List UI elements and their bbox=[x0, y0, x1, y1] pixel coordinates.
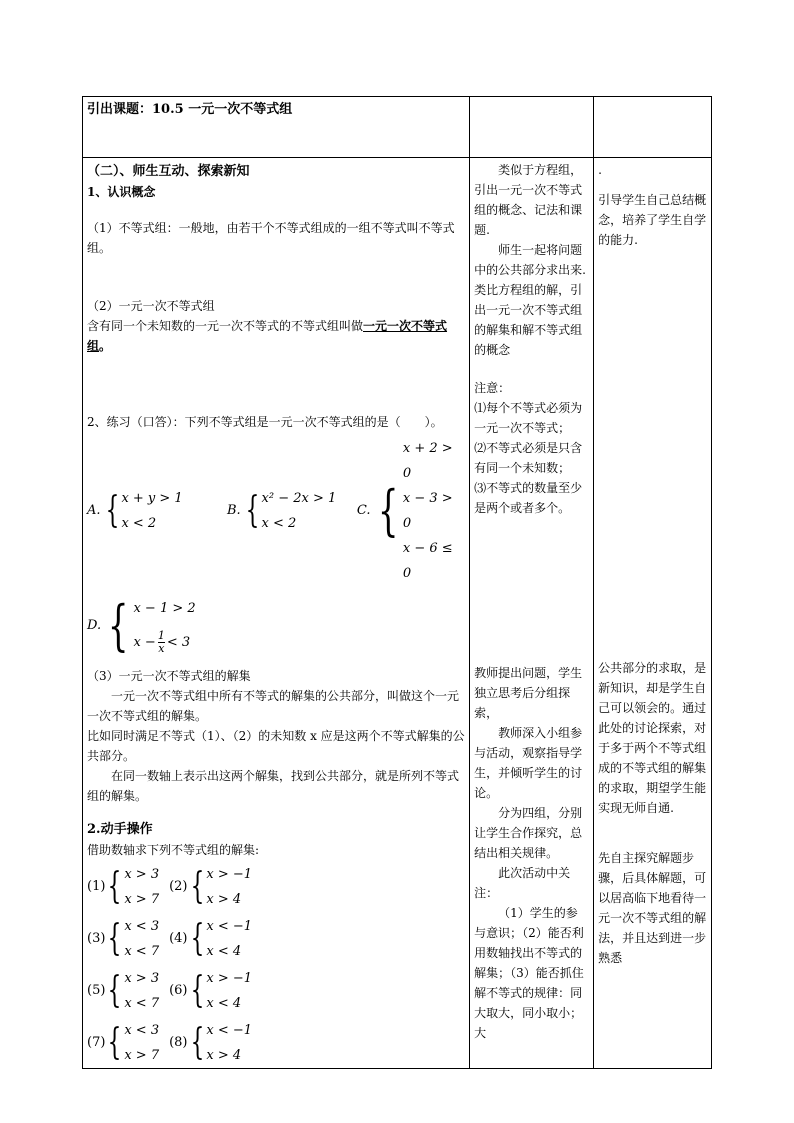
solution-set-example: 比如同时满足不等式（1）、（2）的未知数 x 应是这两个不等式解集的公共部分。 bbox=[87, 729, 465, 763]
note-2: ⑵不等式必须是只含有同一个未知数； bbox=[474, 441, 583, 475]
intent-note-2: 公共部分的求取，是新知识，却是学生自己可以领会的。通过此处的讨论探索，对于多于两个不等式组成的不等式组的解集的求取，期望学生能实现无师自通. bbox=[598, 661, 707, 815]
lesson-plan-table bbox=[82, 96, 712, 1069]
system-1: (1) { x > 3 x > 7 bbox=[87, 866, 160, 907]
intent-note-3: 先自主探究解题步骤，后具体解题，可以居高临下地看待一元一次不等式组的解法，并且达到进一步熟悉 bbox=[598, 851, 707, 965]
system-pair-1 bbox=[87, 862, 465, 912]
note-title: 注意： bbox=[474, 381, 511, 395]
definition-inequality-system: （1）不等式组：一般地，由若干个不等式组成的一组不等式叫不等式组。 bbox=[87, 221, 455, 255]
system-6: (6) { x > −1 x < 4 bbox=[169, 970, 253, 1011]
option-c: C. { x + 2 > 0 x − 3 > 0 x − 6 ≤ 0 bbox=[356, 441, 453, 581]
teacher-note-7: （1）学生的参与意识；（2）能否利用数轴找出不等式的解集；（3）能否抓住解不等式的规律：同大取大，同小取小；大 bbox=[474, 906, 584, 1040]
teacher-note-1: 类似于方程组，引出一元一次不等式组的概念、记法和课题. bbox=[474, 163, 583, 237]
definition-linear-system: 含有同一个未知数的一元一次不等式的不等式组叫做一元一次不等式组。 bbox=[87, 319, 448, 353]
content-cell bbox=[83, 158, 470, 1069]
intro-cell bbox=[83, 97, 470, 158]
hands-on-instruction: 借助数轴求下列不等式组的解集: bbox=[87, 843, 260, 857]
exercise-options bbox=[87, 436, 465, 586]
system-4: (4) { x < −1 x < 4 bbox=[169, 918, 253, 959]
design-intent-cell bbox=[594, 158, 712, 1069]
option-b: B. { x² − 2x > 1 x < 2 bbox=[226, 490, 337, 531]
key-term: 一元一次不等式组 bbox=[87, 319, 448, 353]
note-3: ⑶不等式的数量至少是两个或者多个。 bbox=[474, 481, 583, 515]
note-1: ⑴每个不等式必须为一元一次不等式； bbox=[474, 401, 583, 435]
system-pair-2 bbox=[87, 914, 465, 964]
section-heading: （二）、师生互动、探索新知 bbox=[87, 164, 250, 179]
teacher-note-5: 分为四组，分别让学生合作探究，总结出相关规律。 bbox=[474, 806, 583, 860]
hands-on-heading: 2.动手操作 bbox=[87, 822, 153, 837]
system-7: (7) { x < 3 x > 7 bbox=[87, 1022, 160, 1063]
definition-linear-system-title: （2）一元一次不等式组 bbox=[87, 299, 215, 313]
system-pair-4 bbox=[87, 1018, 465, 1068]
system-2: (2) { x > −1 x > 4 bbox=[169, 866, 253, 907]
teacher-activity-cell bbox=[470, 158, 594, 1069]
system-5: (5) { x > 3 x < 7 bbox=[87, 970, 160, 1011]
option-a: A. { x + y > 1 x < 2 bbox=[87, 490, 183, 531]
teacher-note-4: 教师深入小组参与活动，观察指导学生，并倾听学生的讨论。 bbox=[474, 726, 583, 800]
solution-set-definition: 一元一次不等式组中所有不等式的解集的公共部分，叫做这个一元一次不等式组的解集。 bbox=[87, 689, 460, 723]
teacher-note-2: 师生一起将问题中的公共部分求出来.类比方程组的解，引出一元一次不等式组的解集和解不等式组的概念 bbox=[474, 243, 586, 357]
intent-dot: . bbox=[598, 163, 602, 177]
concept-heading: 1、认识概念 bbox=[87, 185, 156, 199]
system-3: (3) { x < 3 x < 7 bbox=[87, 918, 160, 959]
solution-set-title: （3）一元一次不等式组的解集 bbox=[87, 669, 251, 683]
exercise-prompt: 2、练习（口答）：下列不等式组是一元一次不等式组的是（ ）。 bbox=[87, 415, 443, 429]
lesson-title: 引出课题：10.5 一元一次不等式组 bbox=[87, 102, 293, 117]
main-row bbox=[83, 158, 712, 1069]
solution-set-number-line: 在同一数轴上表示出这两个解集，找到公共部分，就是所列不等式组的解集。 bbox=[87, 769, 460, 803]
intent-note-1: 引导学生自己总结概念，培养了学生自学的能力. bbox=[598, 193, 707, 247]
intro-intent-cell bbox=[594, 97, 712, 158]
teacher-note-3: 教师提出问题，学生独立思考后分组探索， bbox=[474, 666, 583, 720]
intro-row bbox=[83, 97, 712, 158]
system-8: (8) { x < −1 x > 4 bbox=[169, 1022, 253, 1063]
option-d: D. { x − 1 > 2 x − $\frac{1}{x}$ < 3 bbox=[87, 594, 196, 657]
intro-teacher-cell bbox=[470, 97, 594, 158]
system-pair-3 bbox=[87, 966, 465, 1016]
teacher-note-6: 此次活动中关注： bbox=[474, 866, 571, 900]
